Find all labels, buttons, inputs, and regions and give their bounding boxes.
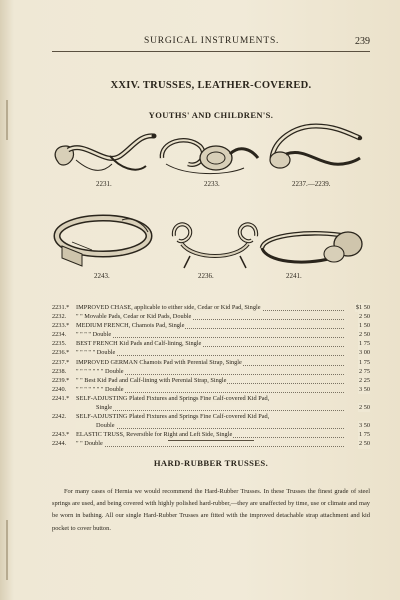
item-description-wrap	[76, 367, 370, 376]
running-title: SURGICAL INSTRUMENTS.	[144, 36, 280, 46]
item-description-wrap	[76, 303, 370, 312]
item-number: 2236.*	[52, 349, 70, 357]
page-edge-mark	[6, 520, 8, 580]
price-list-row	[52, 376, 370, 385]
item-description: SELF-ADJUSTING Plated Fixtures and Springs Fine Calf-covered Kid Pad,	[76, 394, 270, 402]
figure-label: 2237.—2239.	[292, 180, 331, 188]
item-number: 2238.	[52, 367, 67, 375]
price-list-row	[52, 339, 370, 348]
item-price: 2 50	[358, 404, 370, 412]
item-description: ELASTIC TRUSS, Reversible for Right and Left Side, Single	[76, 431, 233, 439]
price-list-row	[52, 385, 370, 394]
leather-truss-strap-icon	[50, 126, 162, 180]
item-number: 2233.*	[52, 322, 70, 330]
item-price: 2 50	[358, 331, 370, 339]
item-description-wrap	[76, 321, 370, 330]
price-list-row	[52, 394, 370, 403]
item-price: 3 00	[358, 349, 370, 357]
item-description-wrap	[76, 430, 370, 439]
item-description-wrap	[76, 385, 370, 394]
french-truss-looped-strap-icon	[156, 124, 264, 180]
price-list-row	[52, 321, 370, 330]
item-description-wrap	[76, 421, 370, 430]
item-description: IMPROVED GERMAN Chamois Pad with Perenial Strap, Single	[76, 358, 242, 366]
price-list-row	[52, 430, 370, 439]
item-price: 2 50	[358, 440, 370, 448]
figure-label: 2231.	[96, 180, 112, 188]
price-list	[52, 303, 370, 449]
item-description: Single	[76, 404, 113, 411]
price-list-row	[52, 412, 370, 421]
item-number: 2234.	[52, 331, 67, 339]
item-number: 2239.*	[52, 376, 70, 384]
item-description: " " " " " " " Double	[76, 385, 124, 393]
price-list-row	[52, 330, 370, 339]
item-number: 2244.	[52, 440, 67, 448]
item-description: BEST FRENCH Kid Pads and Calf-lining, Single	[76, 340, 202, 348]
item-number: 2240.	[52, 385, 67, 393]
item-price: 3 50	[358, 422, 370, 430]
item-description: " " " " Double	[76, 331, 112, 339]
self-adjusting-truss-icon	[256, 226, 366, 270]
item-description: IMPROVED CHASE, applicable to either side, Cedar or Kid Pad, Single	[76, 304, 261, 311]
price-list-row	[52, 367, 370, 376]
item-number: 2231.*	[52, 304, 70, 311]
item-price: 2 25	[358, 376, 370, 384]
item-number: 2235.	[52, 340, 67, 348]
item-price: 2 75	[358, 367, 370, 375]
figure-label: 2236.	[198, 272, 214, 280]
price-list-row	[52, 403, 370, 412]
item-price: 1 50	[358, 322, 370, 330]
item-price: 2 50	[358, 313, 370, 321]
price-list-row	[52, 312, 370, 321]
item-description-wrap	[76, 348, 370, 357]
price-list-row	[52, 421, 370, 430]
item-price: 1 75	[358, 358, 370, 366]
figure-label: 2241.	[286, 272, 302, 280]
item-description: " " Best Kid Pad and Calf-lining with Perenial Strap, Single	[76, 376, 227, 384]
item-price: 1 75	[358, 340, 370, 348]
price-list-row	[52, 358, 370, 367]
item-description: Double	[76, 422, 116, 429]
item-number: 2242.	[52, 413, 67, 421]
price-list-row	[52, 348, 370, 357]
item-description: " " Movable Pads, Cedar or Kid Pads, Double	[76, 313, 192, 321]
item-description-wrap	[76, 339, 370, 348]
section-divider	[168, 440, 254, 441]
item-number: 2241.*	[52, 394, 70, 402]
item-number: 2237.*	[52, 358, 70, 366]
item-description: " " Double	[76, 440, 103, 448]
section-subtitle: YOUTHS' AND CHILDREN'S.	[148, 110, 274, 120]
item-description-wrap	[76, 403, 370, 412]
item-price: 3 50	[358, 385, 370, 393]
item-description: MEDIUM FRENCH, Chamois Pad, Single	[76, 322, 185, 330]
item-price: 1 75	[358, 431, 370, 439]
item-description-wrap	[76, 330, 370, 339]
item-description-wrap	[76, 412, 370, 421]
hard-rubber-title: HARD-RUBBER TRUSSES.	[153, 458, 269, 468]
item-description-wrap	[76, 358, 370, 367]
item-description-wrap	[76, 394, 370, 403]
page-number: 239	[355, 36, 370, 47]
item-number: 2232.	[52, 313, 67, 321]
item-price: $1 50	[355, 304, 370, 311]
double-pad-truss-icon	[168, 218, 262, 270]
price-list-row	[52, 303, 370, 312]
item-description: " " " " " Double	[76, 349, 116, 357]
item-description: " " " " " " " Double	[76, 367, 124, 375]
figure-label: 2243.	[94, 272, 110, 280]
item-description-wrap	[76, 312, 370, 321]
german-truss-perineal-strap-icon	[264, 118, 364, 178]
elastic-belt-truss-icon	[52, 206, 154, 272]
hard-rubber-description: For many cases of Hernia we would recommend the Hard-Rubber Trusses. In these Trusses the finest grade of steel springs are used, and being covered with highly polished hard-rubber,—they are unaffected by time, use or climate and may be worn in bathing. All our single Hard-Rubber Trusses are fitted with the improved detachable strap attachment and kid pocket to cover button.	[52, 488, 370, 532]
section-title: XXIV. TRUSSES, LEATHER-COVERED.	[110, 80, 312, 91]
item-description-wrap	[76, 376, 370, 385]
figure-label: 2233.	[204, 180, 220, 188]
item-description: SELF-ADJUSTING Plated Fixtures and Springs Fine Calf-covered Kid Pad,	[76, 413, 270, 421]
item-number: 2243.*	[52, 431, 70, 439]
